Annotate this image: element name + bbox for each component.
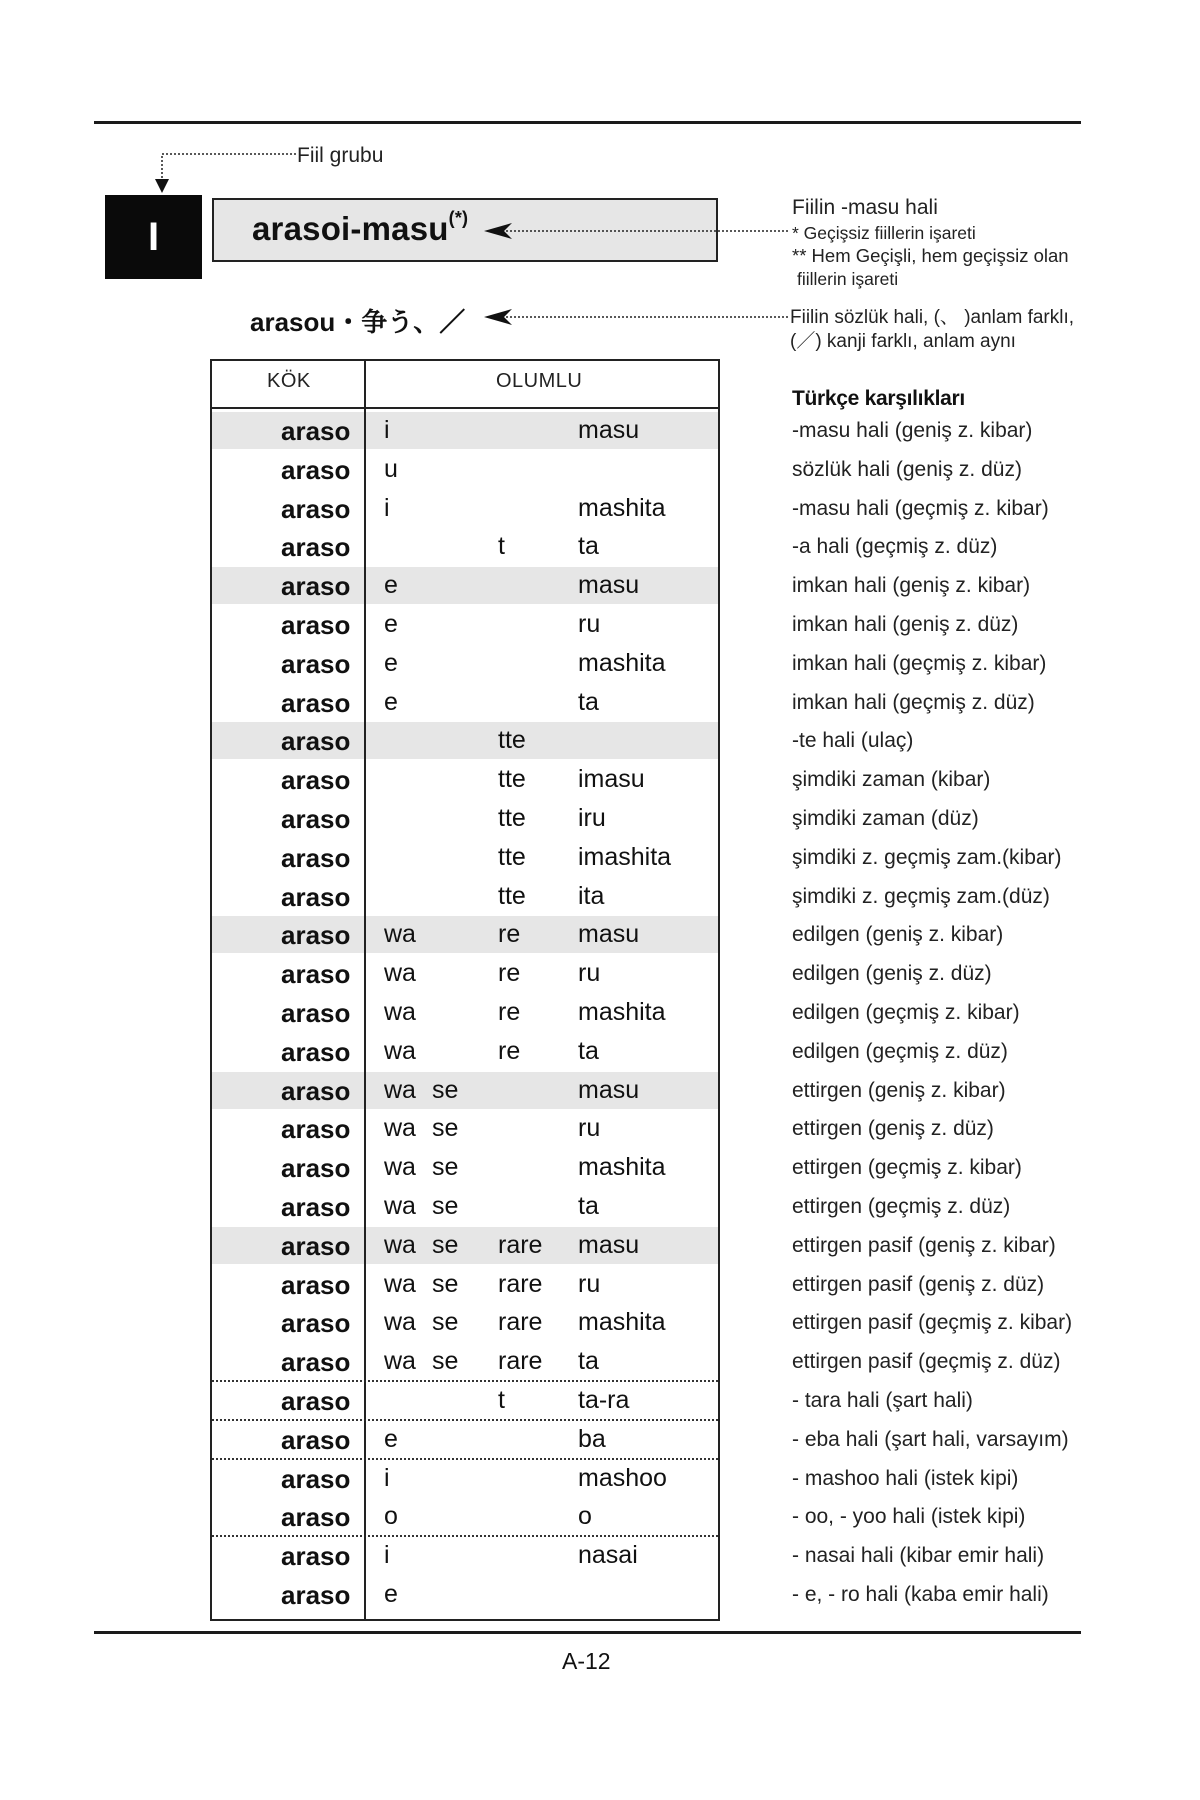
- conjugation-part-c1: wa: [384, 1153, 416, 1182]
- verb-root: araso: [281, 1347, 351, 1378]
- group-label: Fiil grubu: [297, 144, 384, 167]
- conjugation-part-c1: wa: [384, 920, 416, 949]
- conjugation-part-c3: re: [498, 959, 521, 988]
- verb-root: araso: [281, 648, 351, 679]
- verb-root: araso: [281, 1308, 351, 1339]
- conjugation-part-c2: se: [432, 1308, 459, 1337]
- verb-root: araso: [281, 1386, 351, 1416]
- verb-root: araso: [281, 726, 351, 757]
- verb-root: araso: [281, 493, 351, 524]
- conjugation-part-c1: i: [384, 493, 390, 522]
- turkish-meaning: edilgen (geçmiş z. kibar): [792, 1001, 1020, 1024]
- conjugation-part-c1: wa: [384, 1114, 416, 1143]
- conjugation-part-c4: mashita: [578, 1153, 666, 1182]
- verb-root: araso: [281, 571, 351, 602]
- bottom-rule: [94, 1631, 1081, 1634]
- note-dict-1: Fiilin sözlük hali, (、 )anlam farklı,: [790, 307, 1075, 328]
- turkish-meaning: imkan hali (geçmiş z. kibar): [792, 651, 1047, 675]
- dictionary-form: arasou・争う、／: [250, 307, 466, 337]
- conjugation-part-c3: t: [498, 532, 505, 561]
- conjugation-part-c1: wa: [384, 1269, 416, 1298]
- verb-root: araso: [281, 1580, 351, 1610]
- row-separator: [212, 1458, 718, 1460]
- turkish-meaning: ettirgen (geçmiş z. kibar): [792, 1156, 1022, 1180]
- conjugation-part-c4: ta: [578, 1192, 599, 1220]
- conjugation-part-c3: t: [498, 1386, 505, 1414]
- conjugation-part-c1: wa: [384, 1075, 416, 1104]
- conjugation-part-c3: rare: [498, 1308, 543, 1337]
- turkish-meaning: - mashoo hali (istek kipi): [792, 1466, 1019, 1490]
- page-number: A-12: [562, 1648, 611, 1674]
- note-both-2: fiillerin işareti: [797, 269, 899, 289]
- conjugation-part-c4: imashita: [578, 842, 672, 871]
- turkish-meaning: imkan hali (geniş z. düz): [792, 613, 1019, 636]
- conjugation-part-c1: i: [384, 1463, 390, 1492]
- conjugation-part-c1: o: [384, 1502, 398, 1531]
- conjugation-part-c3: tte: [498, 804, 526, 832]
- verb-root: araso: [281, 532, 351, 563]
- verb-root: araso: [281, 1463, 351, 1494]
- turkish-meaning: edilgen (geçmiş z. düz): [792, 1039, 1008, 1063]
- conjugation-part-c1: wa: [384, 1308, 416, 1337]
- row-separator: [212, 1380, 718, 1382]
- turkish-meaning: ettirgen (geniş z. kibar): [792, 1078, 1006, 1102]
- row-separator: [212, 1419, 718, 1421]
- conjugation-part-c2: se: [432, 1230, 459, 1259]
- conjugation-part-c1: e: [384, 687, 398, 716]
- verb-root: araso: [281, 1075, 351, 1106]
- turkish-meaning: - tara hali (şart hali): [792, 1389, 973, 1412]
- conjugation-part-c4: mashita: [578, 493, 666, 522]
- verb-root: araso: [281, 1269, 351, 1300]
- conjugation-part-c4: o: [578, 1502, 592, 1531]
- turkish-meaning: şimdiki z. geçmiş zam.(kibar): [792, 845, 1062, 869]
- conjugation-part-c3: tte: [498, 765, 526, 794]
- note-both-1: ** Hem Geçişli, hem geçişsiz olan: [792, 245, 1069, 266]
- turkish-meaning: şimdiki zaman (düz): [792, 807, 979, 830]
- turkish-meaning: -masu hali (geniş z. kibar): [792, 419, 1033, 442]
- intransitive-mark: (*): [448, 208, 469, 228]
- note-dict-2: (／) kanji farklı, anlam aynı: [790, 331, 1016, 352]
- turkish-meaning: ettirgen (geçmiş z. düz): [792, 1195, 1011, 1218]
- conjugation-part-c2: se: [432, 1269, 459, 1298]
- conjugation-part-c1: wa: [384, 1036, 416, 1065]
- note-masu-form: Fiilin -masu hali: [792, 196, 938, 219]
- conjugation-part-c4: mashoo: [578, 1463, 667, 1492]
- verb-root: araso: [281, 1192, 351, 1222]
- dict-pointer-arrow: [482, 306, 792, 330]
- verb-root: araso: [281, 881, 351, 912]
- conjugation-part-c3: re: [498, 998, 521, 1026]
- verb-root: araso: [281, 920, 351, 951]
- conjugation-part-c3: re: [498, 1036, 521, 1065]
- verb-masu-form: [252, 210, 468, 248]
- turkish-meaning: edilgen (geniş z. kibar): [792, 923, 1004, 947]
- conjugation-part-c4: ru: [578, 1269, 601, 1298]
- masu-pointer-arrow: [482, 220, 792, 244]
- verb-root: araso: [281, 804, 351, 834]
- conjugation-part-c4: ta: [578, 687, 599, 716]
- turkish-meaning: -te hali (ulaç): [792, 729, 914, 753]
- conjugation-part-c1: i: [384, 416, 390, 444]
- table-column-divider: [364, 359, 366, 1621]
- row-separator: [212, 1535, 718, 1537]
- conjugation-part-c4: ta-ra: [578, 1386, 630, 1414]
- column-positive-header: OLUMLU: [496, 370, 583, 392]
- conjugation-part-c4: iru: [578, 804, 606, 832]
- conjugation-part-c1: wa: [384, 998, 416, 1026]
- verb-root: araso: [281, 998, 351, 1028]
- turkish-meaning: ettirgen pasif (geçmiş z. kibar): [792, 1311, 1073, 1335]
- table-header-rule: [210, 407, 720, 409]
- turkish-meaning: - eba hali (şart hali, varsayım): [792, 1427, 1069, 1451]
- conjugation-part-c1: e: [384, 610, 398, 638]
- turkish-meaning: - nasai hali (kibar emir hali): [792, 1544, 1045, 1568]
- conjugation-part-c4: ru: [578, 959, 601, 988]
- conjugation-part-c2: se: [432, 1075, 459, 1104]
- verb-root: araso: [281, 454, 351, 485]
- verb-group-badge: I: [105, 195, 202, 279]
- conjugation-part-c4: masu: [578, 1075, 640, 1104]
- conjugation-part-c3: rare: [498, 1269, 543, 1298]
- conjugation-part-c1: e: [384, 1580, 398, 1608]
- conjugation-part-c4: masu: [578, 920, 640, 949]
- verb-root: araso: [281, 842, 351, 873]
- verb-root: araso: [281, 765, 351, 796]
- conjugation-part-c1: e: [384, 571, 398, 600]
- note-intransitive: * Geçişsiz fiillerin işareti: [792, 223, 976, 243]
- column-root-header: KÖK: [267, 370, 311, 392]
- conjugation-part-c4: ru: [578, 1114, 601, 1143]
- conjugation-part-c1: wa: [384, 1230, 416, 1259]
- verb-root: araso: [281, 1502, 351, 1533]
- conjugation-part-c3: rare: [498, 1230, 543, 1259]
- translations-title: Türkçe karşılıkları: [792, 387, 965, 410]
- conjugation-part-c2: se: [432, 1192, 459, 1220]
- conjugation-part-c3: re: [498, 920, 521, 949]
- turkish-meaning: - e, - ro hali (kaba emir hali): [792, 1583, 1049, 1606]
- conjugation-part-c4: nasai: [578, 1541, 638, 1570]
- conjugation-part-c4: ta: [578, 532, 599, 561]
- conjugation-part-c1: u: [384, 454, 398, 483]
- top-rule: [94, 121, 1081, 124]
- turkish-meaning: imkan hali (geniş z. kibar): [792, 574, 1031, 598]
- conjugation-part-c1: e: [384, 648, 398, 677]
- conjugation-part-c3: rare: [498, 1347, 543, 1376]
- conjugation-part-c3: tte: [498, 842, 526, 871]
- conjugation-part-c1: e: [384, 1424, 398, 1453]
- turkish-meaning: şimdiki zaman (kibar): [792, 768, 991, 792]
- verb-root: araso: [281, 610, 351, 640]
- conjugation-part-c4: masu: [578, 571, 640, 600]
- verb-root: araso: [281, 1114, 351, 1145]
- turkish-meaning: edilgen (geniş z. düz): [792, 962, 992, 986]
- turkish-meaning: -masu hali (geçmiş z. kibar): [792, 496, 1049, 520]
- verb-root: araso: [281, 1424, 351, 1455]
- conjugation-part-c1: wa: [384, 1347, 416, 1376]
- verb-root: araso: [281, 1541, 351, 1572]
- conjugation-part-c4: mashita: [578, 998, 666, 1026]
- conjugation-part-c1: wa: [384, 959, 416, 988]
- verb-root: araso: [281, 687, 351, 718]
- group-pointer-arrow: [150, 145, 300, 195]
- verb-root: araso: [281, 1230, 351, 1261]
- conjugation-part-c4: masu: [578, 1230, 640, 1259]
- conjugation-part-c4: ita: [578, 881, 605, 910]
- turkish-meaning: ettirgen (geniş z. düz): [792, 1117, 994, 1141]
- turkish-meaning: -a hali (geçmiş z. düz): [792, 535, 998, 559]
- conjugation-part-c4: ta: [578, 1036, 599, 1065]
- conjugation-part-c1: i: [384, 1541, 390, 1570]
- turkish-meaning: imkan hali (geçmiş z. düz): [792, 690, 1035, 714]
- conjugation-part-c2: se: [432, 1347, 459, 1376]
- conjugation-part-c4: mashita: [578, 648, 666, 677]
- verb-root: araso: [281, 959, 351, 990]
- conjugation-part-c4: ru: [578, 610, 601, 638]
- conjugation-part-c4: imasu: [578, 765, 645, 794]
- turkish-meaning: sözlük hali (geniş z. düz): [792, 457, 1022, 481]
- turkish-meaning: - oo, - yoo hali (istek kipi): [792, 1505, 1026, 1529]
- verb-root: araso: [281, 416, 351, 446]
- turkish-meaning: ettirgen pasif (geniş z. düz): [792, 1272, 1045, 1296]
- turkish-meaning: ettirgen pasif (geniş z. kibar): [792, 1233, 1056, 1257]
- verb-root: araso: [281, 1153, 351, 1184]
- turkish-meaning: ettirgen pasif (geçmiş z. düz): [792, 1350, 1061, 1374]
- conjugation-part-c2: se: [432, 1153, 459, 1182]
- conjugation-part-c4: ba: [578, 1424, 606, 1453]
- conjugation-part-c3: tte: [498, 726, 526, 755]
- verb-masu-text: arasoi-masu: [252, 210, 449, 247]
- conjugation-part-c3: tte: [498, 881, 526, 910]
- conjugation-part-c4: mashita: [578, 1308, 666, 1337]
- conjugation-part-c4: ta: [578, 1347, 599, 1376]
- turkish-meaning: şimdiki z. geçmiş zam.(düz): [792, 884, 1050, 908]
- conjugation-part-c1: wa: [384, 1192, 416, 1220]
- conjugation-part-c2: se: [432, 1114, 459, 1143]
- verb-root: araso: [281, 1036, 351, 1067]
- conjugation-part-c4: masu: [578, 416, 640, 444]
